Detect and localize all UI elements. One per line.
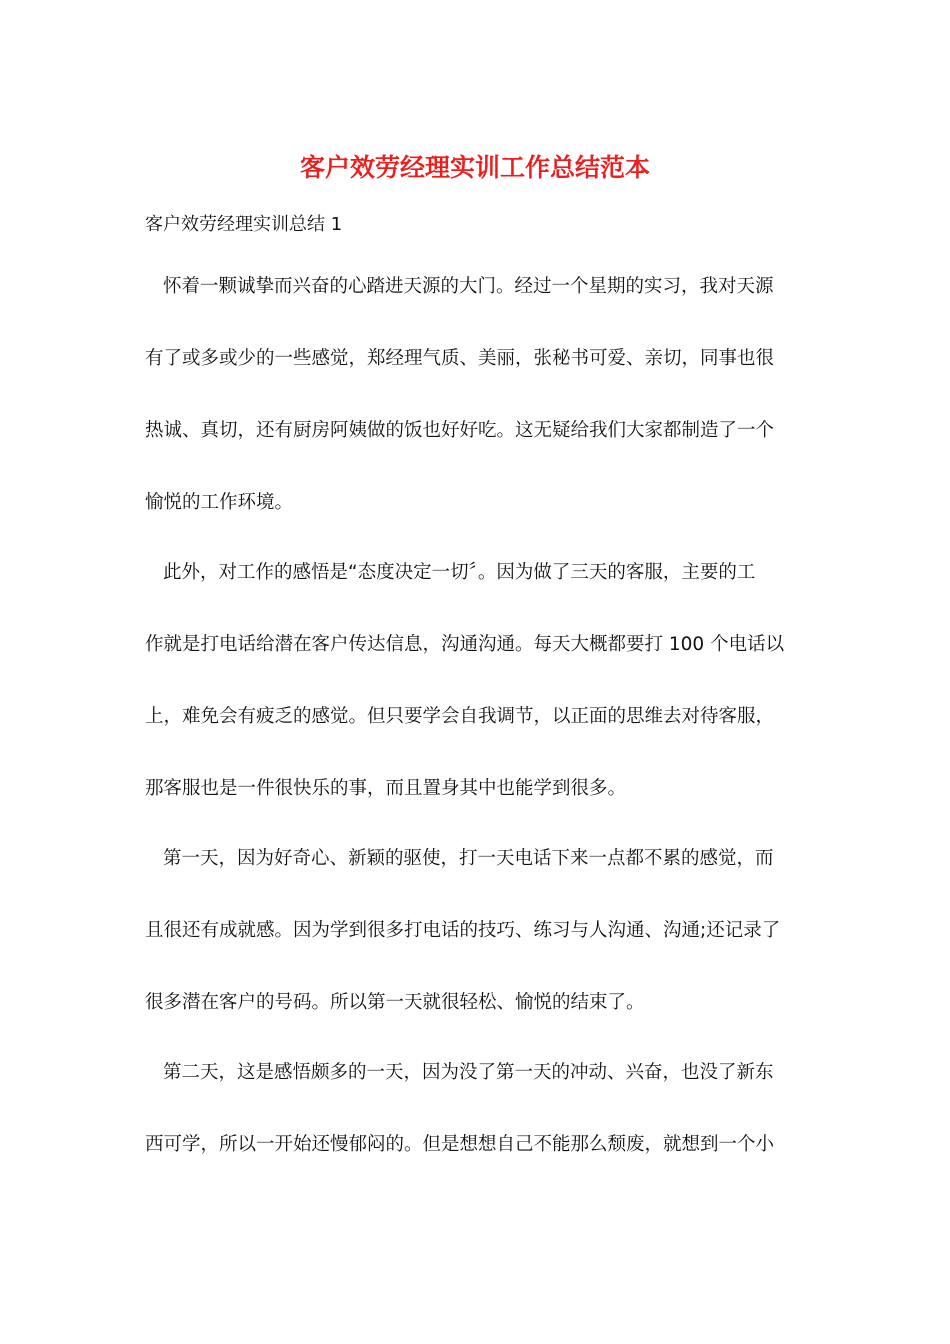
paragraph-line: 热诚、真切，还有厨房阿姨做的饭也好好吃。这无疑给我们大家都制造了一个 — [145, 420, 775, 441]
section-heading: 客户效劳经理实训总结 1 — [145, 214, 343, 235]
paragraph-line: 有了或多或少的一些感觉，郑经理气质、美丽，张秘书可爱、亲切，同事也很 — [145, 348, 775, 369]
paragraph-line: 第二天，这是感悟颇多的一天，因为没了第一天的冲动、兴奋，也没了新东 — [163, 1062, 774, 1083]
paragraph-line: 怀着一颗诚挚而兴奋的心踏进天源的大门。经过一个星期的实习，我对天源 — [163, 276, 774, 297]
paragraph-line: 作就是打电话给潜在客户传达信息，沟通沟通。每天大概都要打 100 个电话以 — [145, 634, 785, 655]
paragraph-line: 第一天，因为好奇心、新颖的驱使，打一天电话下来一点都不累的感觉，而 — [163, 848, 774, 869]
paragraph-line: 西可学，所以一开始还慢郁闷的。但是想想自己不能那么颓废，就想到一个小 — [145, 1134, 775, 1155]
paragraph-line: 愉悦的工作环境。 — [145, 492, 294, 513]
document-title: 客户效劳经理实训工作总结范本 — [299, 153, 650, 182]
paragraph-line: 且很还有成就感。因为学到很多打电话的技巧、练习与人沟通、沟通;还记录了 — [145, 920, 781, 941]
paragraph-line: 上，难免会有疲乏的感觉。但只要学会自我调节，以正面的思维去对待客服， — [145, 706, 775, 727]
paragraph-line: 那客服也是一件很快乐的事，而且置身其中也能学到很多。 — [145, 778, 627, 799]
paragraph-line: 此外，对工作的感悟是“态度决定一切〞。因为做了三天的客服，主要的工 — [163, 562, 756, 583]
paragraph-line: 很多潜在客户的号码。所以第一天就很轻松、愉悦的结束了。 — [145, 992, 645, 1013]
